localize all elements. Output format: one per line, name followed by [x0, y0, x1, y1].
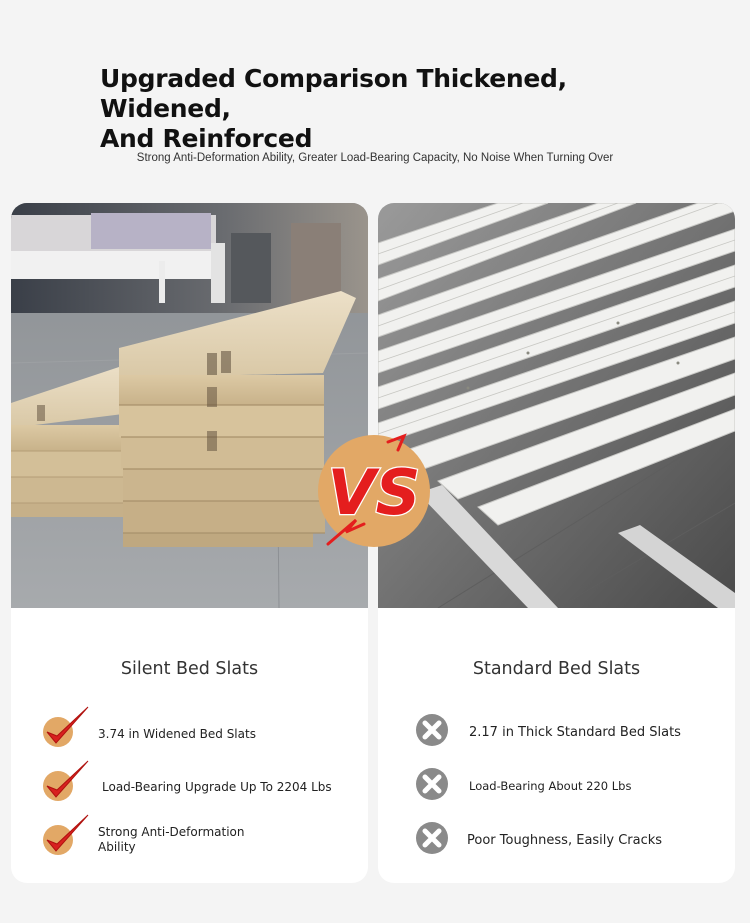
- page-subtitle: Strong Anti-Deformation Ability, Greater Load-Bearing Capacity, No Noise When Turning Over: [136, 152, 614, 164]
- cross-icon: [414, 708, 466, 756]
- silent-bed-slats-title: Silent Bed Slats: [120, 659, 259, 679]
- cross-icon: [414, 762, 466, 810]
- standard-bed-slats-title: Standard Bed Slats: [472, 659, 641, 679]
- silent-feature-1-label: 3.74 in Widened Bed Slats: [98, 727, 256, 741]
- standard-feature-3-label: Poor Toughness, Easily Cracks: [467, 833, 663, 848]
- page-title-line-1: Upgraded Comparison Thickened, Widened,: [100, 64, 567, 123]
- check-icon: [41, 759, 93, 807]
- cross-icon: [414, 816, 466, 864]
- check-icon: [41, 813, 93, 861]
- silent-feature-1: [11, 705, 368, 753]
- silent-feature-3: [11, 813, 368, 861]
- vs-label: VS: [327, 456, 421, 529]
- page-title-line-2: And Reinforced: [100, 124, 313, 153]
- standard-feature-2-label: Load-Bearing About 220 Lbs: [469, 779, 632, 793]
- standard-feature-1: [378, 708, 735, 756]
- check-icon: [41, 705, 93, 753]
- standard-feature-2: [378, 762, 735, 810]
- vs-badge: [316, 432, 432, 550]
- silent-bed-slats-photo: [11, 203, 368, 608]
- silent-feature-2-label: Load-Bearing Upgrade Up To 2204 Lbs: [102, 780, 332, 794]
- silent-feature-3-label: Strong Anti-Deformation Ability: [98, 825, 245, 854]
- page-title: [100, 64, 680, 154]
- silent-bed-slats-card: [11, 203, 368, 883]
- standard-feature-1-label: 2.17 in Thick Standard Bed Slats: [469, 725, 681, 740]
- standard-feature-3: [378, 816, 735, 864]
- silent-feature-2: [11, 759, 368, 807]
